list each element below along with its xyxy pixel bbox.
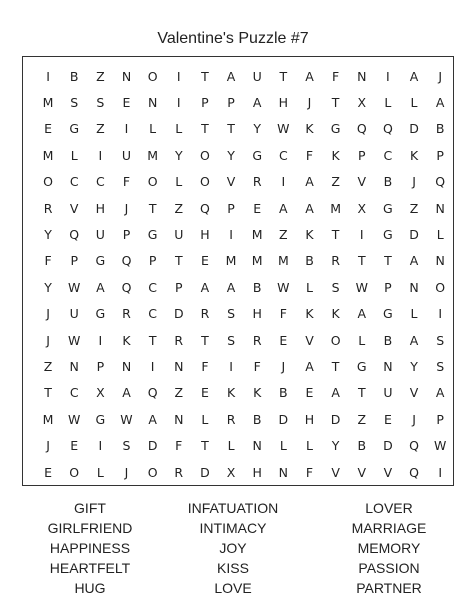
word-list-item: GIFT [74, 500, 106, 516]
grid-cell[interactable]: M [251, 227, 263, 243]
word-list-item: HUG [74, 580, 106, 596]
grid-cell[interactable]: G [383, 200, 393, 216]
grid-cell[interactable]: W [68, 332, 81, 348]
grid-cell[interactable]: K [331, 306, 340, 322]
grid-cell[interactable]: N [383, 358, 393, 374]
grid-cell[interactable]: L [436, 227, 444, 243]
grid-cell[interactable]: B [383, 174, 393, 190]
word-list-item: LOVER [365, 500, 413, 516]
grid-cell[interactable]: T [331, 227, 340, 243]
grid-cell[interactable]: Q [356, 121, 367, 137]
grid-cell[interactable]: M [42, 411, 54, 427]
grid-cell[interactable]: S [70, 95, 79, 111]
grid-cell[interactable]: E [253, 200, 262, 216]
grid-cell[interactable]: C [383, 147, 393, 163]
grid-cell[interactable]: A [305, 174, 314, 190]
grid-cell[interactable]: F [122, 174, 131, 190]
grid-cell[interactable]: O [147, 174, 158, 190]
grid-cell[interactable]: H [252, 464, 262, 480]
grid-cell[interactable]: X [357, 200, 367, 216]
grid-cell[interactable]: O [199, 147, 210, 163]
grid-cell[interactable]: O [330, 332, 341, 348]
grid-cell[interactable]: R [200, 306, 210, 322]
grid-cell[interactable]: O [435, 279, 446, 295]
grid-cell[interactable]: D [173, 306, 184, 322]
grid-cell[interactable]: Q [199, 200, 210, 216]
grid-cell[interactable]: D [409, 121, 419, 137]
grid-cell[interactable]: C [69, 174, 79, 190]
grid-cell[interactable]: N [121, 358, 132, 374]
grid-cell[interactable]: W [277, 279, 290, 295]
grid-cell[interactable]: E [70, 438, 79, 454]
grid-cell[interactable]: Q [409, 464, 419, 480]
grid-cell[interactable]: B [279, 385, 288, 401]
grid-cell[interactable]: N [278, 464, 289, 480]
grid-cell[interactable]: B [305, 253, 314, 269]
grid-cell[interactable]: T [357, 385, 366, 401]
grid-cell[interactable]: Z [174, 385, 184, 401]
grid-cell[interactable]: P [122, 227, 131, 243]
grid-cell[interactable]: R [174, 464, 184, 480]
grid-cell[interactable]: M [42, 147, 54, 163]
grid-cell[interactable]: I [438, 306, 443, 322]
word-list-column-1 [30, 498, 150, 598]
grid-cell[interactable]: N [357, 68, 367, 84]
grid-cell[interactable]: N [435, 253, 445, 269]
grid-cell[interactable]: L [410, 306, 418, 322]
grid-cell[interactable]: U [383, 385, 393, 401]
grid-cell[interactable]: V [383, 464, 393, 480]
grid-cell[interactable]: L [358, 332, 366, 348]
grid-cell[interactable]: P [96, 358, 105, 374]
grid-cell[interactable]: P [70, 253, 78, 269]
grid-cell[interactable]: T [201, 121, 209, 137]
grid-cell[interactable]: Y [44, 279, 52, 295]
grid-cell[interactable]: F [201, 358, 209, 374]
grid-cell[interactable]: I [46, 68, 50, 84]
grid-cell[interactable]: A [200, 279, 210, 295]
grid-cell[interactable]: W [120, 411, 133, 427]
grid-cell[interactable]: T [201, 68, 209, 84]
grid-cell[interactable]: Y [44, 227, 52, 243]
grid-cell[interactable]: T [44, 385, 52, 401]
grid-cell[interactable]: B [435, 121, 445, 137]
grid-cell[interactable]: W [277, 121, 290, 137]
grid-cell[interactable]: H [278, 95, 289, 111]
grid-cell[interactable]: T [227, 121, 235, 137]
grid-cell[interactable]: E [44, 464, 53, 480]
grid-cell[interactable]: K [305, 121, 314, 137]
grid-cell[interactable]: A [435, 385, 445, 401]
grid-cell[interactable]: X [226, 464, 236, 480]
grid-cell[interactable]: L [410, 95, 418, 111]
grid-cell[interactable]: I [98, 332, 103, 348]
grid-cell[interactable]: T [201, 438, 209, 454]
grid-cell[interactable]: J [412, 174, 416, 190]
grid-cell[interactable]: I [176, 68, 181, 84]
grid-cell[interactable]: L [201, 411, 209, 427]
grid-cell[interactable]: E [200, 385, 209, 401]
grid-cell[interactable]: W [68, 411, 81, 427]
grid-cell[interactable]: G [95, 411, 106, 427]
grid-cell[interactable]: C [69, 385, 79, 401]
grid-cell[interactable]: Q [409, 438, 419, 454]
grid-cell[interactable]: S [436, 332, 445, 348]
grid-cell[interactable]: O [199, 174, 210, 190]
grid-cell[interactable]: T [331, 95, 340, 111]
grid-cell[interactable]: A [409, 253, 419, 269]
grid-cell[interactable]: P [357, 147, 366, 163]
grid-cell[interactable]: C [95, 174, 105, 190]
grid-cell[interactable]: G [69, 121, 80, 137]
grid-cell[interactable]: Z [96, 121, 105, 137]
grid-cell[interactable]: Y [253, 121, 262, 137]
grid-cell[interactable]: F [253, 358, 261, 374]
grid-cell[interactable]: K [226, 385, 236, 401]
grid-cell[interactable]: Z [96, 68, 105, 84]
grid-cell[interactable]: I [98, 438, 103, 454]
word-list-item: HEARTFELT [49, 560, 131, 576]
grid-cell[interactable]: H [252, 306, 262, 322]
grid-cell[interactable]: L [384, 95, 392, 111]
grid-cell[interactable]: I [386, 68, 390, 84]
grid-cell[interactable]: N [147, 95, 158, 111]
grid-cell[interactable]: Q [121, 279, 132, 295]
grid-cell[interactable]: T [148, 332, 157, 348]
grid-cell[interactable]: Y [410, 358, 418, 374]
grid-cell[interactable]: S [96, 95, 105, 111]
grid-cell[interactable]: U [174, 227, 184, 243]
grid-cell[interactable]: K [305, 227, 314, 243]
grid-cell[interactable]: L [96, 464, 104, 480]
grid-cell[interactable]: R [174, 332, 184, 348]
grid-cell[interactable]: M [225, 253, 237, 269]
grid-cell[interactable]: D [383, 438, 393, 454]
grid-cell[interactable]: P [436, 411, 444, 427]
grid-cell[interactable]: L [70, 147, 78, 163]
grid-cell[interactable]: Z [174, 200, 184, 216]
grid-cell[interactable]: D [278, 411, 289, 427]
grid-cell[interactable]: E [122, 95, 131, 111]
grid-cell[interactable]: B [383, 332, 393, 348]
grid-cell[interactable]: A [305, 358, 314, 374]
grid-cell[interactable]: A [148, 411, 157, 427]
grid-cell[interactable]: Q [435, 174, 446, 190]
grid-cell[interactable]: F [305, 464, 314, 480]
grid-cell[interactable]: B [69, 68, 79, 84]
grid-cell[interactable]: Z [409, 200, 419, 216]
grid-cell[interactable]: O [147, 68, 158, 84]
grid-cell[interactable]: I [150, 358, 155, 374]
grid-cell[interactable]: J [46, 438, 50, 454]
grid-cell[interactable]: T [357, 253, 366, 269]
grid-cell[interactable]: B [357, 438, 367, 454]
grid-cell[interactable]: R [226, 411, 236, 427]
grid-cell[interactable]: P [175, 279, 183, 295]
grid-cell[interactable]: V [357, 174, 367, 190]
grid-cell[interactable]: J [124, 200, 129, 216]
grid-cell[interactable]: R [252, 174, 262, 190]
grid-cell[interactable]: K [253, 385, 262, 401]
grid-cell[interactable]: H [200, 227, 210, 243]
grid-cell[interactable]: M [277, 253, 289, 269]
grid-cell[interactable]: M [251, 253, 263, 269]
grid-cell[interactable]: Y [331, 438, 340, 454]
grid-cell[interactable]: A [122, 385, 131, 401]
grid-cell[interactable]: P [227, 200, 235, 216]
grid-cell[interactable]: N [69, 358, 79, 374]
grid-cell[interactable]: F [332, 68, 340, 84]
grid-cell[interactable]: W [68, 279, 81, 295]
grid-cell[interactable]: S [227, 332, 236, 348]
grid-cell[interactable]: A [357, 306, 367, 322]
grid-cell[interactable]: B [252, 279, 262, 295]
grid-cell[interactable]: G [95, 253, 106, 269]
grid-cell[interactable]: H [304, 411, 315, 427]
grid-cell[interactable]: X [96, 385, 105, 401]
grid-cell[interactable]: C [148, 279, 157, 295]
grid-cell[interactable]: T [384, 253, 392, 269]
word-search-grid-frame [22, 56, 454, 486]
word-list-item: JOY [219, 540, 247, 556]
grid-cell[interactable]: E [305, 385, 314, 401]
grid-cell[interactable]: J [46, 306, 50, 322]
grid-cell[interactable]: I [229, 358, 233, 374]
grid-cell[interactable]: T [148, 200, 157, 216]
grid-cell[interactable]: C [148, 306, 157, 322]
grid-cell[interactable]: M [330, 200, 342, 216]
word-list-item: HAPPINESS [49, 540, 131, 556]
grid-cell[interactable]: A [305, 200, 314, 216]
grid-cell[interactable]: A [96, 279, 105, 295]
grid-cell[interactable]: Q [147, 385, 158, 401]
word-list-column-3 [329, 498, 449, 598]
grid-cell[interactable]: R [43, 200, 53, 216]
grid-cell[interactable]: R [252, 332, 262, 348]
grid-cell[interactable]: F [279, 306, 287, 322]
grid-cell[interactable]: Z [43, 358, 53, 374]
grid-cell[interactable]: I [281, 174, 286, 190]
grid-cell[interactable]: I [176, 95, 181, 111]
word-list-item: MARRIAGE [351, 520, 427, 536]
word-list-item: PARTNER [356, 580, 422, 596]
grid-cell[interactable]: K [409, 147, 419, 163]
grid-cell[interactable]: E [44, 121, 53, 137]
grid-cell[interactable]: G [252, 147, 263, 163]
word-list-item: INTIMACY [199, 520, 267, 536]
grid-cell[interactable]: T [331, 358, 340, 374]
grid-cell[interactable]: W [433, 438, 447, 454]
grid-cell[interactable]: N [409, 279, 419, 295]
grid-cell[interactable]: Q [382, 121, 393, 137]
grid-cell[interactable]: F [305, 147, 314, 163]
grid-cell[interactable]: Q [121, 253, 132, 269]
grid-cell[interactable]: L [305, 438, 313, 454]
grid-cell[interactable]: A [435, 95, 445, 111]
grid-cell[interactable]: Z [279, 227, 288, 243]
grid-cell[interactable]: U [69, 306, 79, 322]
grid-cell[interactable]: P [148, 253, 157, 269]
grid-cell[interactable]: N [174, 411, 184, 427]
grid-cell[interactable]: J [46, 332, 50, 348]
grid-cell[interactable]: A [226, 68, 236, 84]
grid-cell[interactable]: G [356, 358, 367, 374]
grid-cell[interactable]: J [412, 411, 416, 427]
grid-cell[interactable]: T [279, 68, 288, 84]
word-list-item: MEMORY [357, 540, 421, 556]
grid-cell[interactable]: E [383, 411, 392, 427]
grid-cell[interactable]: Y [227, 147, 235, 163]
grid-cell[interactable]: O [147, 464, 158, 480]
grid-cell[interactable]: L [279, 438, 287, 454]
grid-cell[interactable]: N [435, 200, 445, 216]
grid-cell[interactable]: M [42, 95, 54, 111]
grid-cell[interactable]: P [201, 95, 209, 111]
grid-cell[interactable]: G [330, 121, 341, 137]
grid-cell[interactable]: J [281, 358, 286, 374]
grid-cell[interactable]: O [43, 174, 53, 190]
grid-cell[interactable]: S [227, 306, 236, 322]
grid-cell[interactable]: G [383, 227, 393, 243]
grid-cell[interactable]: E [279, 332, 288, 348]
grid-cell[interactable]: P [384, 279, 392, 295]
grid-cell[interactable]: Q [69, 227, 80, 243]
grid-cell[interactable]: U [95, 227, 105, 243]
grid-cell[interactable]: P [436, 147, 444, 163]
grid-cell[interactable]: R [122, 306, 131, 322]
grid-cell[interactable]: A [409, 68, 419, 84]
grid-cell[interactable]: L [227, 438, 235, 454]
grid-cell[interactable]: Z [331, 174, 340, 190]
grid-cell[interactable]: D [409, 227, 419, 243]
word-list [0, 498, 466, 602]
grid-cell[interactable]: P [227, 95, 235, 111]
grid-cell[interactable]: O [69, 464, 80, 480]
grid-cell[interactable]: K [122, 332, 131, 348]
word-list-item: INFATUATION [187, 500, 279, 516]
grid-cell[interactable]: V [409, 385, 419, 401]
grid-cell[interactable]: I [438, 464, 443, 480]
puzzle-title: Valentine's Puzzle #7 [157, 30, 309, 47]
grid-cell[interactable]: A [305, 68, 314, 84]
grid-cell[interactable]: N [174, 358, 184, 374]
grid-cell[interactable]: G [383, 306, 393, 322]
grid-cell[interactable]: U [252, 68, 262, 84]
grid-cell[interactable]: I [229, 227, 233, 243]
grid-cell[interactable]: T [201, 332, 209, 348]
grid-cell[interactable]: A [409, 332, 419, 348]
grid-cell[interactable]: F [44, 253, 52, 269]
grid-cell[interactable]: W [355, 279, 368, 295]
grid-cell[interactable]: Z [357, 411, 367, 427]
grid-cell[interactable]: L [175, 121, 183, 137]
grid-cell[interactable]: N [252, 438, 262, 454]
grid-cell[interactable]: I [124, 121, 129, 137]
word-list-column-2 [173, 498, 293, 598]
grid-cell[interactable]: A [226, 279, 236, 295]
grid-cell[interactable]: A [331, 385, 340, 401]
grid-cell[interactable]: V [305, 332, 314, 348]
grid-cell[interactable]: G [95, 306, 106, 322]
grid-cell[interactable]: K [331, 147, 340, 163]
grid-cell[interactable]: L [175, 174, 183, 190]
word-list-item: GIRLFRIEND [47, 520, 133, 536]
grid-cell[interactable]: D [330, 411, 341, 427]
grid-cell[interactable]: E [200, 253, 209, 269]
grid-cell[interactable]: S [436, 358, 445, 374]
grid-cell[interactable]: M [147, 147, 159, 163]
grid-cell[interactable]: B [252, 411, 262, 427]
grid-cell[interactable]: F [175, 438, 183, 454]
letter-grid [35, 63, 455, 485]
grid-cell[interactable]: J [438, 68, 443, 84]
grid-cell[interactable]: V [69, 200, 79, 216]
word-list-item: PASSION [358, 560, 420, 576]
grid-cell[interactable]: V [331, 464, 340, 480]
grid-cell[interactable]: H [95, 200, 106, 216]
grid-cell[interactable]: A [252, 95, 262, 111]
grid-cell[interactable]: V [226, 174, 236, 190]
grid-cell[interactable]: I [98, 147, 103, 163]
grid-cell[interactable]: D [147, 438, 158, 454]
grid-cell[interactable]: X [357, 95, 367, 111]
grid-cell[interactable]: R [331, 253, 340, 269]
grid-cell[interactable]: L [149, 121, 157, 137]
grid-cell[interactable]: Y [174, 147, 183, 163]
grid-cell[interactable]: S [122, 438, 131, 454]
grid-cell[interactable]: K [305, 306, 314, 322]
grid-cell[interactable]: A [279, 200, 288, 216]
grid-cell[interactable]: U [121, 147, 132, 163]
grid-cell[interactable]: V [357, 464, 367, 480]
grid-cell[interactable]: G [147, 227, 158, 243]
word-list-item: KISS [217, 560, 249, 576]
grid-cell[interactable]: J [307, 95, 312, 111]
grid-cell[interactable]: S [331, 279, 340, 295]
grid-cell[interactable]: N [121, 68, 132, 84]
grid-cell[interactable]: L [305, 279, 313, 295]
grid-cell[interactable]: I [359, 227, 364, 243]
word-list-item: LOVE [214, 580, 252, 596]
grid-cell[interactable]: T [174, 253, 183, 269]
grid-cell[interactable]: C [278, 147, 288, 163]
grid-cell[interactable]: D [200, 464, 210, 480]
grid-cell[interactable]: J [124, 464, 129, 480]
